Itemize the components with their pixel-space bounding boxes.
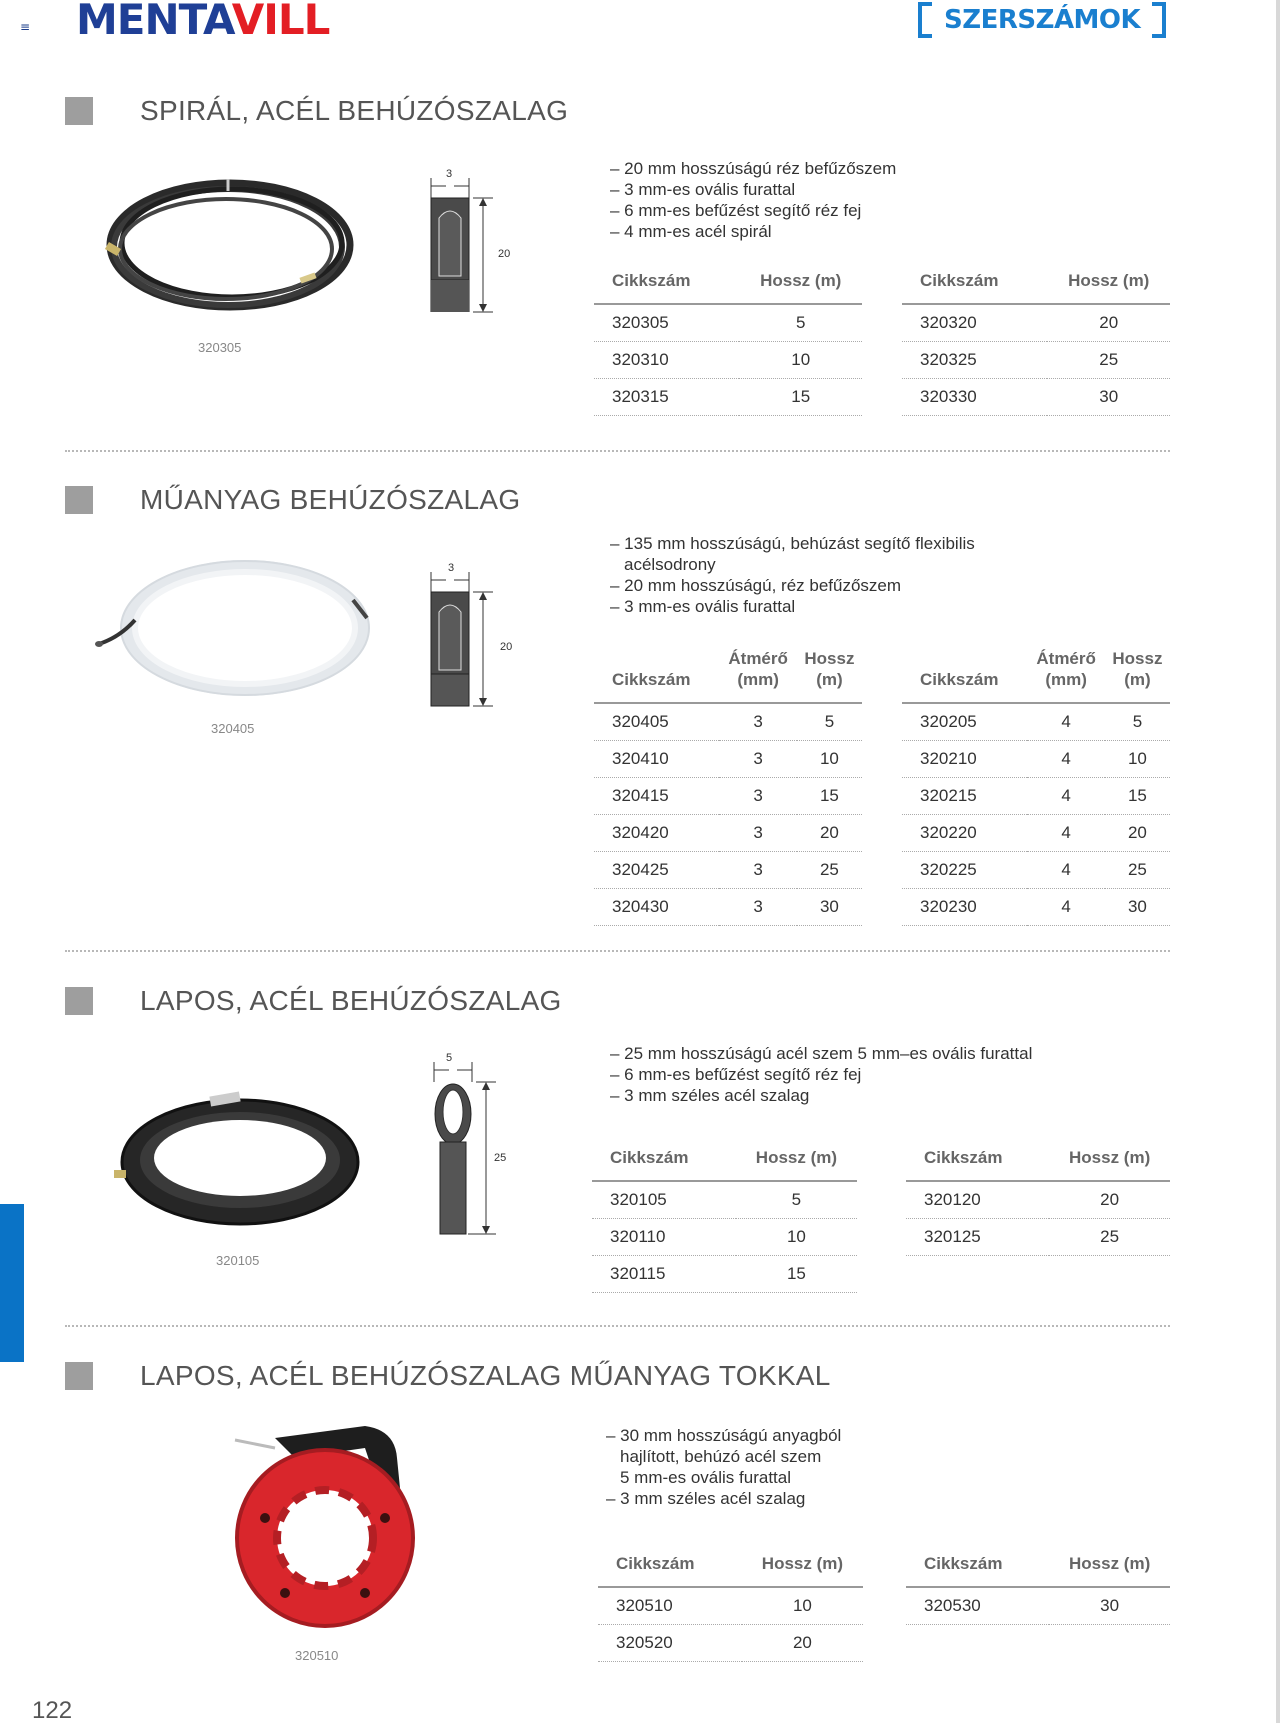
col-header: Hossz (m): [739, 270, 862, 304]
spec-table-right: [902, 648, 1170, 926]
feature-item: – 30 mm hosszúságú anyagból: [606, 1426, 842, 1445]
dimension-width: 3: [448, 562, 455, 574]
right-bracket: [1152, 2, 1166, 38]
spec-table-left: [594, 648, 862, 926]
col-header: Hossz (m): [1049, 1147, 1170, 1181]
col-header: Hossz (m): [1105, 648, 1170, 703]
table-row: 320410 3 10: [594, 740, 862, 777]
product-image-reel-with-case: [225, 1418, 415, 1628]
section-divider: [65, 1325, 1170, 1327]
table-row: 320510 10: [598, 1587, 863, 1624]
table-row: 320305 5: [594, 304, 862, 341]
feature-item: acélsodrony: [624, 555, 716, 574]
section-title: MŰANYAG BEHÚZÓSZALAG: [140, 484, 521, 515]
brand-logo: MENTAVILL: [76, 0, 330, 44]
table-row: 320405 3 5: [594, 703, 862, 740]
table-row: 320125 25: [906, 1218, 1170, 1255]
table-row: 320325 25: [902, 341, 1170, 378]
col-header: Hossz (m): [1047, 270, 1170, 304]
table-row: 320115 15: [592, 1255, 857, 1292]
table-row: 320420 3 20: [594, 814, 862, 851]
spec-table-right: [906, 1553, 1170, 1625]
spec-table-right: [902, 270, 1170, 416]
feature-item: – 3 mm széles acél szalag: [606, 1489, 806, 1508]
table-row: 320105 5: [592, 1181, 857, 1218]
table-row: 320215 4 15: [902, 777, 1170, 814]
category-label: [918, 2, 1166, 38]
page-edge: [1276, 0, 1280, 1723]
feature-item: hajlított, behúzó acél szem: [620, 1447, 822, 1466]
feature-item: – 25 mm hosszúságú acél szem 5 mm–es ovális furattal: [610, 1044, 1033, 1063]
feature-item: – 6 mm-es befűzést segítő réz fej: [610, 1065, 862, 1084]
section-marker: [65, 987, 93, 1015]
spec-table-left: [598, 1553, 863, 1662]
table-row: 320110 10: [592, 1218, 857, 1255]
feature-item: – 3 mm-es ovális furattal: [610, 597, 796, 616]
col-header: Hossz (m): [1049, 1553, 1170, 1587]
table-row: 320315 15: [594, 378, 862, 415]
side-tab-marker: [0, 1204, 24, 1362]
feature-item: – 4 mm-es acél spirál: [610, 222, 772, 241]
product-code: 320510: [295, 1648, 339, 1663]
feature-item: – 20 mm hosszúságú, réz befűzőszem: [610, 576, 902, 595]
product-code: 320405: [211, 721, 255, 736]
dimension-drawing: [415, 562, 495, 712]
table-row: 320320 20: [902, 304, 1170, 341]
feature-item: – 3 mm széles acél szalag: [610, 1086, 810, 1105]
col-header: Cikkszám: [598, 1553, 742, 1587]
dimension-height: 20: [500, 641, 513, 653]
page-number: 122: [32, 1697, 73, 1723]
category-title: SZERSZÁMOK: [944, 5, 1141, 35]
table-row: 320205 4 5: [902, 703, 1170, 740]
table-row: 320330 30: [902, 378, 1170, 415]
col-header: Cikkszám: [902, 270, 1047, 304]
col-header: Hossz (m): [797, 648, 862, 703]
section-title: LAPOS, ACÉL BEHÚZÓSZALAG MŰANYAG TOKKAL: [140, 1360, 831, 1391]
col-header: Hossz (m): [742, 1553, 863, 1587]
hamburger-icon[interactable]: ≡: [20, 20, 31, 34]
product-code: 320305: [198, 340, 242, 355]
col-header: Cikkszám: [902, 648, 1027, 703]
spec-table-left: [592, 1147, 857, 1293]
product-image-spiral-coil: [100, 165, 360, 330]
section-divider: [65, 450, 1170, 452]
left-bracket: [918, 2, 932, 38]
section-title: LAPOS, ACÉL BEHÚZÓSZALAG: [140, 985, 562, 1016]
spec-table-left: [594, 270, 862, 416]
table-row: 320415 3 15: [594, 777, 862, 814]
dimension-height: 20: [498, 248, 511, 260]
dimension-drawing: [415, 168, 495, 318]
table-row: 320120 20: [906, 1181, 1170, 1218]
section-marker: [65, 1362, 93, 1390]
table-row: 320520 20: [598, 1624, 863, 1661]
table-row: 320310 10: [594, 341, 862, 378]
col-header: Hossz (m): [736, 1147, 857, 1181]
feature-list: [610, 533, 975, 617]
col-header: Cikkszám: [594, 648, 719, 703]
table-row: 320530 30: [906, 1587, 1170, 1624]
feature-list: [606, 1425, 841, 1509]
feature-item: 5 mm-es ovális furattal: [620, 1468, 791, 1487]
table-row: 320220 4 20: [902, 814, 1170, 851]
section-marker: [65, 486, 93, 514]
dimension-width: 3: [446, 168, 453, 180]
col-header: Cikkszám: [594, 270, 739, 304]
feature-item: – 135 mm hosszúságú, behúzást segítő flexibilis: [610, 534, 975, 553]
section-marker: [65, 97, 93, 125]
section-divider: [65, 950, 1170, 952]
col-header: Cikkszám: [592, 1147, 736, 1181]
spec-table-right: [906, 1147, 1170, 1256]
feature-list: [610, 1043, 1032, 1106]
dimension-drawing: [418, 1052, 498, 1242]
table-row: 320210 4 10: [902, 740, 1170, 777]
col-header: Cikkszám: [906, 1553, 1049, 1587]
product-image-flat-steel-coil: [110, 1090, 370, 1240]
table-row: 320425 3 25: [594, 851, 862, 888]
feature-item: – 3 mm-es ovális furattal: [610, 180, 796, 199]
table-row: 320430 3 30: [594, 888, 862, 925]
dimension-width: 5: [446, 1052, 453, 1064]
feature-item: – 6 mm-es befűzést segítő réz fej: [610, 201, 862, 220]
dimension-height: 25: [494, 1152, 507, 1164]
col-header: Cikkszám: [906, 1147, 1049, 1181]
product-code: 320105: [216, 1253, 260, 1268]
col-header: Átmérő (mm): [719, 648, 796, 703]
table-row: 320225 4 25: [902, 851, 1170, 888]
table-row: 320230 4 30: [902, 888, 1170, 925]
feature-item: – 20 mm hosszúságú réz befűzőszem: [610, 159, 897, 178]
col-header: Átmérő (mm): [1027, 648, 1104, 703]
section-title: SPIRÁL, ACÉL BEHÚZÓSZALAG: [140, 95, 569, 126]
product-image-plastic-coil: [95, 552, 375, 712]
feature-list: [610, 158, 896, 242]
